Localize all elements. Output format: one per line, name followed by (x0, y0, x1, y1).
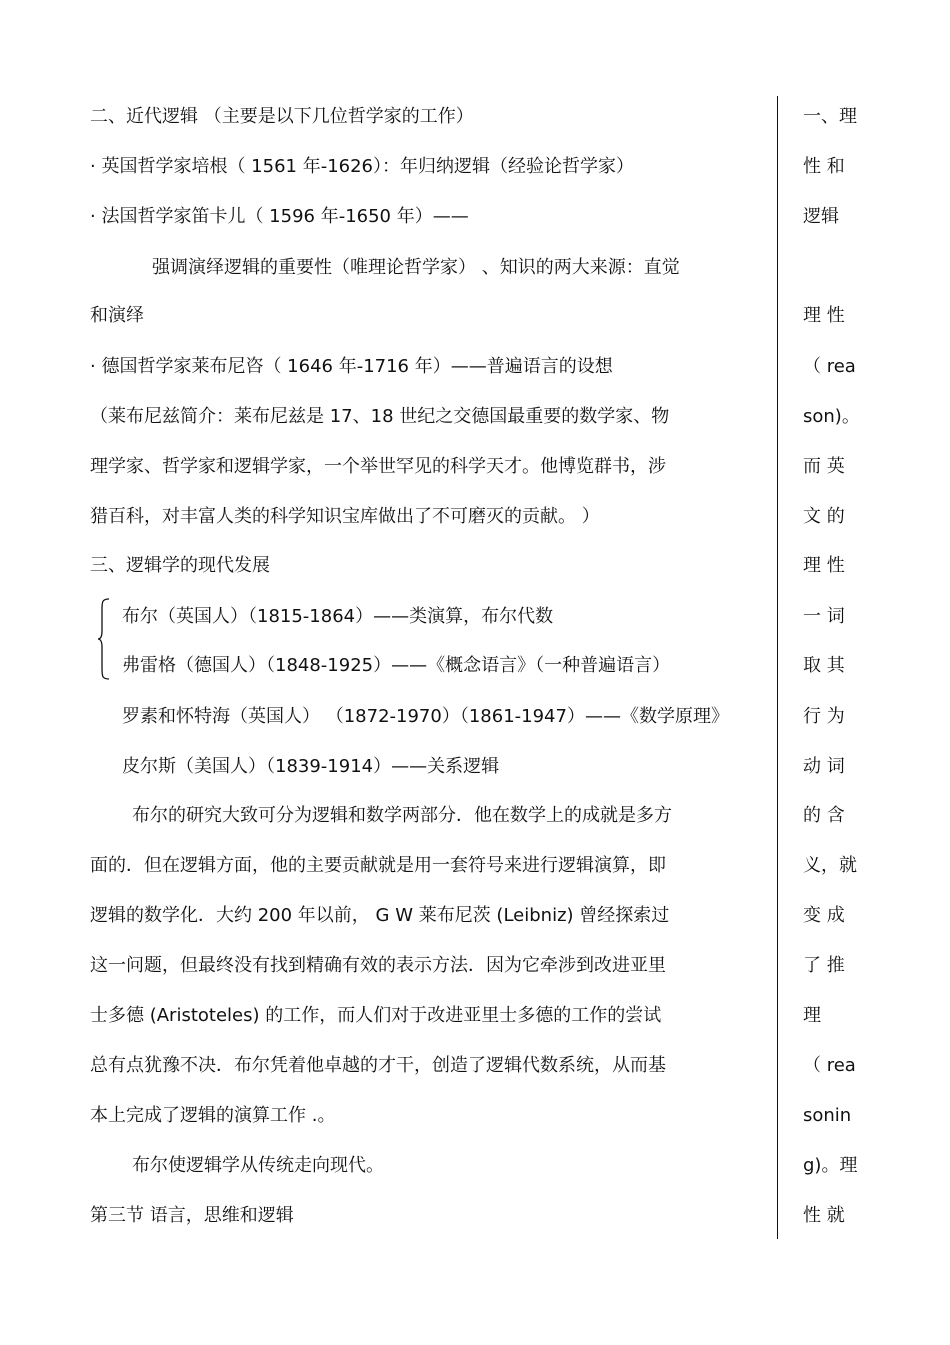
boole-conclusion: 布尔使逻辑学从传统走向现代。 (132, 1155, 384, 1176)
bullet-leibniz: · 德国哲学家莱布尼咨（ 1646 年-1716 年）——普遍语言的设想 (90, 356, 613, 377)
boole-paragraph-1: 布尔的研究大致可分为逻辑和数学两部分．他在数学上的成就是多方 (132, 805, 672, 826)
side-line-10: 一 词 (803, 606, 845, 627)
descartes-detail: 强调演绎逻辑的重要性（唯理论哲学家） 、知识的两大来源：直觉 (152, 257, 680, 278)
side-line-15: 义，就 (803, 855, 857, 876)
side-line-1: 一、理 (803, 106, 857, 127)
side-line-17: 了 推 (803, 955, 845, 976)
bullet-descartes: · 法国哲学家笛卡儿（ 1596 年-1650 年）—— (90, 206, 469, 227)
leibniz-intro-2: 理学家、哲学家和逻辑学家，一个举世罕见的科学天才。他博览群书，涉 (90, 456, 666, 477)
russell-whitehead-entry: 罗素和怀特海（英国人） （1872-1970）（1861-1947）——《数学原理》 (122, 706, 729, 727)
side-line-6: son)。 (803, 406, 860, 427)
leibniz-intro-3: 猎百科，对丰富人类的科学知识宝库做出了不可磨灭的贡献。 ） (90, 506, 600, 527)
side-line-16: 变 成 (803, 905, 845, 926)
boole-paragraph-4: 这一问题，但最终没有找到精确有效的表示方法．因为它牵涉到改进亚里 (90, 955, 666, 976)
boole-paragraph-6: 总有点犹豫不决．布尔凭着他卓越的才干，创造了逻辑代数系统，从而基 (90, 1055, 666, 1076)
side-line-9: 理 性 (803, 555, 845, 576)
boole-paragraph-5: 士多德 (Aristoteles) 的工作，而人们对于改进亚里士多德的工作的尝试 (90, 1005, 662, 1026)
curly-brace-icon (97, 598, 111, 680)
side-line-19: （ rea (803, 1055, 856, 1076)
frege-entry: 弗雷格（德国人）（1848-1925）——《概念语言》（一种普遍语言） (122, 655, 671, 676)
column-divider (777, 96, 778, 1239)
side-line-22: 性 就 (803, 1205, 845, 1226)
peirce-entry: 皮尔斯（美国人）（1839-1914）——关系逻辑 (122, 756, 500, 777)
side-line-8: 文 的 (803, 506, 845, 527)
side-line-11: 取 其 (803, 655, 845, 676)
side-line-3: 逻辑 (803, 206, 839, 227)
side-line-5: （ rea (803, 356, 856, 377)
side-line-4: 理 性 (803, 305, 845, 326)
descartes-detail-cont: 和演绎 (90, 305, 144, 326)
side-line-7: 而 英 (803, 456, 845, 477)
section-heading-language-thought-logic: 第三节 语言，思维和逻辑 (90, 1205, 294, 1226)
side-line-18: 理 (803, 1005, 821, 1026)
section-heading-modern-development: 三、逻辑学的现代发展 (90, 555, 270, 576)
side-line-20: sonin (803, 1105, 852, 1126)
side-line-13: 动 词 (803, 756, 845, 777)
leibniz-intro-1: （莱布尼兹简介：莱布尼兹是 17、18 世纪之交德国最重要的数学家、物 (90, 406, 670, 427)
boole-entry: 布尔（英国人）（1815-1864）——类演算，布尔代数 (122, 606, 554, 627)
boole-paragraph-3: 逻辑的数学化．大约 200 年以前， G W 莱布尼茨 (Leibniz) 曾经探索过 (90, 905, 670, 926)
side-line-12: 行 为 (803, 706, 845, 727)
boole-paragraph-2: 面的．但在逻辑方面，他的主要贡献就是用一套符号来进行逻辑演算，即 (90, 855, 666, 876)
side-line-21: g)。理 (803, 1155, 858, 1176)
section-heading-modern-logic: 二、近代逻辑 （主要是以下几位哲学家的工作） (90, 106, 474, 127)
boole-paragraph-7: 本上完成了逻辑的演算工作 .。 (90, 1105, 336, 1126)
side-line-2: 性 和 (803, 156, 845, 177)
bullet-bacon: · 英国哲学家培根（ 1561 年-1626）：年归纳逻辑（经验论哲学家） (90, 156, 634, 177)
side-line-14: 的 含 (803, 805, 845, 826)
